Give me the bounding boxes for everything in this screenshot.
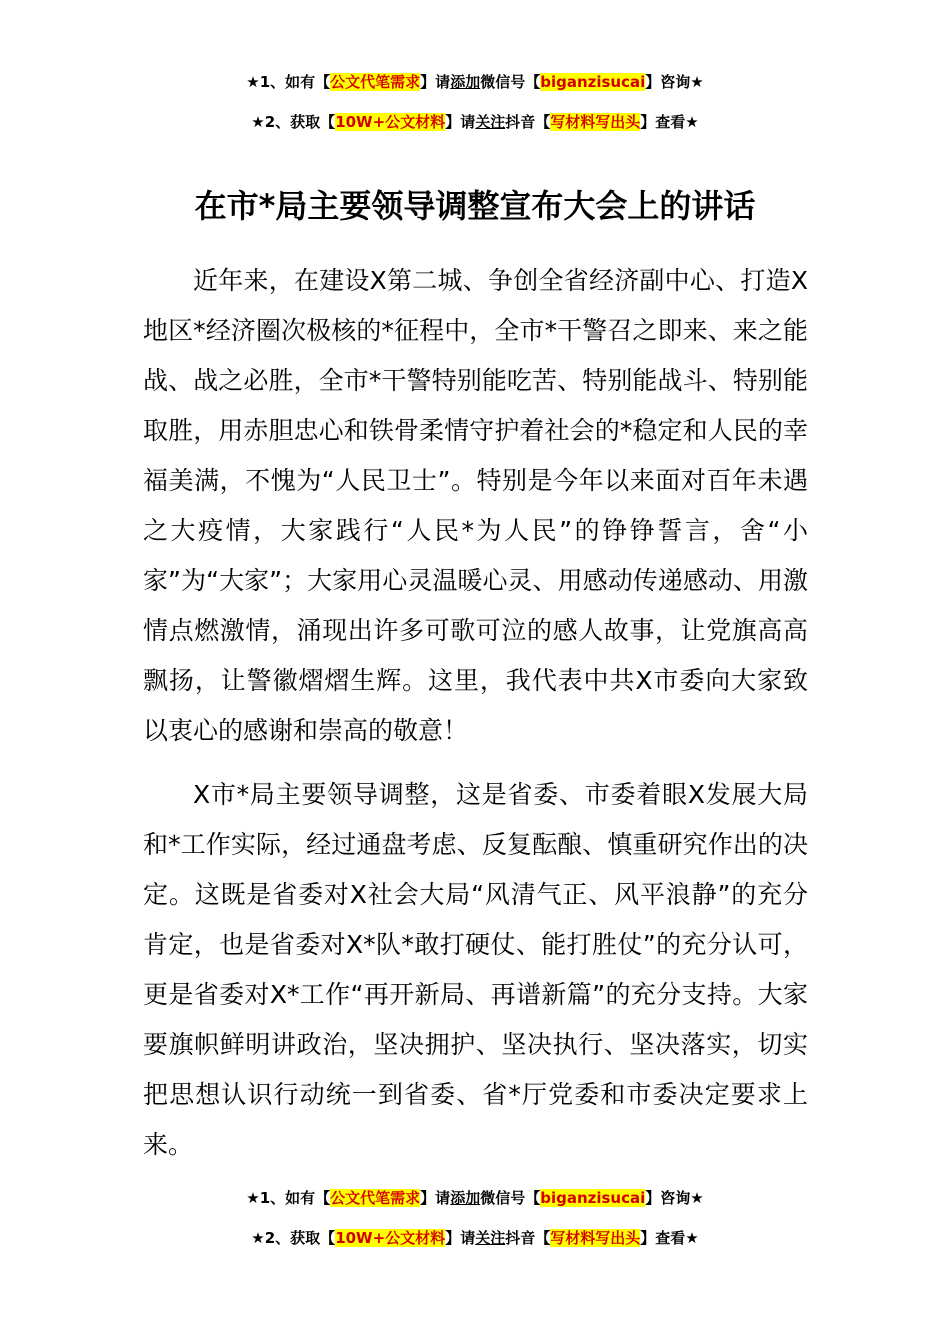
promo-text: 】请: [420, 73, 451, 91]
body-paragraph-2: X市*局主要领导调整，这是省委、市委着眼X发展大局和*工作实际，经过通盘考虑、反复酝酿、慎重研究作出的决定。这既是省委对X社会大局“风清气正、风平浪静”的充分肯定，也是省委对X*队*敢打硬仗、能打胜仗”的充分认可，更是省委对X*工作“再开新局、再谱新篇”的充分支持。大家要旗帜鲜明讲政治，坚决拥护、坚决执行、坚决落实，切实把思想认识行动统一到省委、省*厅党委和市委决定要求上来。: [143, 780, 808, 1159]
promo-text: 2、获取【: [264, 1229, 336, 1247]
promo-text: 抖音【: [505, 1229, 551, 1247]
promo-highlight-wechat-id: biganzisucai: [540, 73, 646, 91]
promo-highlight-materials: 10W+公文材料: [335, 1229, 446, 1247]
document-title: 在市*局主要领导调整宣布大会上的讲话: [194, 187, 756, 225]
promo-underline-follow: 关注: [475, 113, 506, 131]
promo-text: 】查看★: [640, 1229, 699, 1247]
promo-highlight-douyin: 写材料写出头: [550, 1229, 641, 1247]
promo-underline-add: 添加: [450, 1189, 481, 1207]
promo-text: 】请: [445, 1229, 476, 1247]
promo-highlight-douyin: 写材料写出头: [550, 113, 641, 131]
promo-text: 抖音【: [505, 113, 551, 131]
promo-highlight-service: 公文代笔需求: [330, 73, 421, 91]
star-icon: ★: [246, 73, 260, 91]
promo-highlight-materials: 10W+公文材料: [335, 113, 446, 131]
promo-highlight-service: 公文代笔需求: [330, 1189, 421, 1207]
promo-underline-follow: 关注: [475, 1229, 506, 1247]
footer-promo-line-2: [0, 1228, 950, 1248]
header-promo-line-1: [0, 72, 950, 92]
promo-text: 】咨询★: [645, 73, 704, 91]
star-icon: ★: [251, 113, 265, 131]
promo-text: 】查看★: [640, 113, 699, 131]
promo-text: 】咨询★: [645, 1189, 704, 1207]
promo-underline-add: 添加: [450, 73, 481, 91]
star-icon: ★: [251, 1229, 265, 1247]
promo-text: 2、获取【: [264, 113, 336, 131]
promo-text: 1、如有【: [259, 1189, 331, 1207]
body-paragraph-1: 近年来，在建设X第二城、争创全省经济副中心、打造X地区*经济圈次极核的*征程中，全市*干警召之即来、来之能战、战之必胜，全市*干警特别能吃苦、特别能战斗、特别能取胜，用赤胆忠心和铁骨柔情守护着社会的*稳定和人民的幸福美满，不愧为“人民卫士”。特别是今年以来面对百年未遇之大疫情，大家践行“人民*为人民”的铮铮誓言，舍“小家”为“大家”；大家用心灵温暖心灵、用感动传递感动、用激情点燃激情，涌现出许多可歌可泣的感人故事，让党旗高高飘扬，让警徽熠熠生辉。这里，我代表中共X市委向大家致以衷心的感谢和崇高的敬意！: [143, 266, 808, 745]
promo-text: 】请: [420, 1189, 451, 1207]
promo-text: 】请: [445, 113, 476, 131]
promo-highlight-wechat-id: biganzisucai: [540, 1189, 646, 1207]
promo-text: 微信号【: [480, 73, 541, 91]
footer-promo-line-1: [0, 1188, 950, 1208]
star-icon: ★: [246, 1189, 260, 1207]
promo-text: 微信号【: [480, 1189, 541, 1207]
header-promo-line-2: [0, 112, 950, 132]
promo-text: 1、如有【: [259, 73, 331, 91]
